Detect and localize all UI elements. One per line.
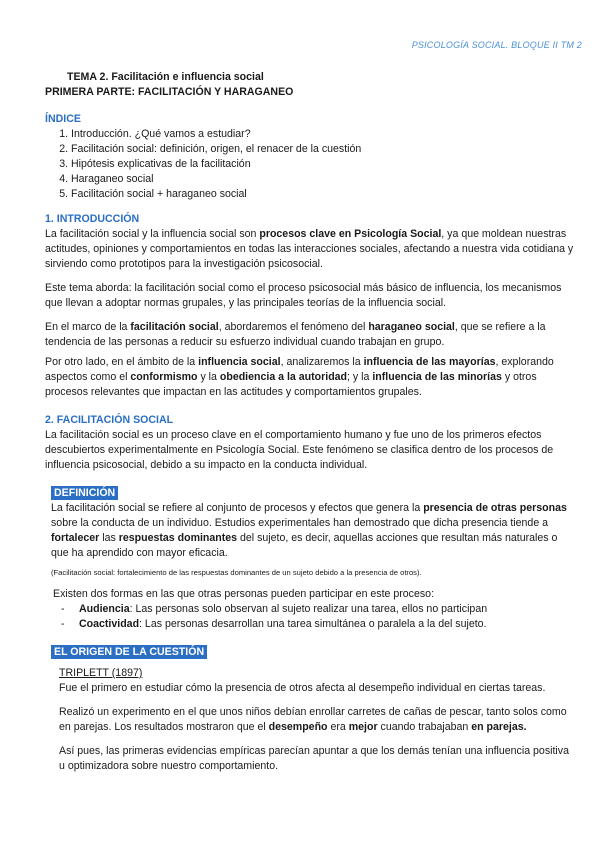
- document-page: [45, 70, 575, 774]
- list-item: - Audiencia: Las personas solo observan al sujeto realizar una tarea, ellos no participan: [61, 602, 575, 617]
- forms-list: [45, 602, 575, 632]
- index-item: 2. Facilitación social: definición, origen, el renacer de la cuestión: [71, 142, 575, 157]
- index-item: 4. Haraganeo social: [71, 172, 575, 187]
- index-list: [45, 127, 575, 202]
- origin-paragraph-2: Realizó un experimento en el que unos niños debían enrollar carretes de cañas de pescar, tanto solos como en parejas. Los resultados mostraron que el desempeño era mejor cuando trabajaban en parejas.: [59, 706, 567, 733]
- part-title: PRIMERA PARTE: FACILITACIÓN Y HARAGANEO: [45, 86, 294, 98]
- page-header-tag: PSICOLOGÍA SOCIAL. BLOQUE II TM 2: [411, 40, 582, 50]
- origin-block: [51, 645, 575, 660]
- index-item: 3. Hipótesis explicativas de la facilitación: [71, 157, 575, 172]
- list-item: - Coactividad: Las personas desarrollan una tarea simultánea o paralela a la del sujeto.: [61, 617, 575, 632]
- origin-paragraph-3: Así pues, las primeras evidencias empíricas parecían apuntar a que los demás tenían una influencia positiva u optimizadora sobre nuestro comportamiento.: [59, 745, 569, 772]
- forms-intro: Existen dos formas en las que otras personas pueden participar en este proceso:: [53, 588, 435, 600]
- origin-paragraph-1: Fue el primero en estudiar cómo la presencia de otros afecta al desempeño individual en ciertas tareas.: [59, 682, 546, 694]
- index-heading: ÍNDICE: [45, 113, 81, 125]
- intro-paragraph-4: Por otro lado, en el ámbito de la influencia social, analizaremos la influencia de las mayorías, explorando aspectos como el conformismo y la obediencia a la autoridad; y la influencia de las minorías y otros procesos relevantes que impactan en las actitudes y comportamientos grupales.: [45, 356, 554, 398]
- origin-label: EL ORIGEN DE LA CUESTIÓN: [51, 645, 207, 659]
- intro-paragraph-3: En el marco de la facilitación social, abordaremos el fenómeno del haraganeo social, que se refiere a la tendencia de las personas a reducir su esfuerzo individual cuando trabajan en grupo.: [45, 321, 546, 348]
- intro-paragraph-1: La facilitación social y la influencia social son procesos clave en Psicología Social, ya que moldean nuestras actitudes, opiniones y comportamientos en todas las interacciones sociales, afectando a nuestra vida cotidiana y sirviendo como prototipos para la investigación psicosocial.: [45, 228, 574, 270]
- index-item: 1. Introducción. ¿Qué vamos a estudiar?: [71, 127, 575, 142]
- definition-block: [51, 486, 575, 561]
- topic-title: TEMA 2. Facilitación e influencia social: [67, 71, 264, 83]
- intro-paragraph-2: Este tema aborda: la facilitación social como el proceso psicosocial más básico de influencia, los mecanismos que llevan a adoptar normas grupales, y las principales teorías de la influencia social.: [45, 282, 562, 309]
- definition-note: (Facilitación social: fortalecimiento de las respuestas dominantes de un sujeto debido a la presencia de otros).: [51, 568, 422, 577]
- intro-heading: 1. INTRODUCCIÓN: [45, 213, 140, 225]
- index-item: 5. Facilitación social + haraganeo social: [71, 187, 575, 202]
- definition-label: DEFINICIÓN: [51, 486, 118, 500]
- triplett-heading: TRIPLETT (1897): [59, 667, 143, 679]
- facilitation-paragraph: La facilitación social es un proceso clave en el comportamiento humano y fue uno de los primeros efectos descubiertos experimentalmente en Psicología Social. Este fenómeno se clasifica dentro de los procesos de influencia psicosocial, debido a su impacto en la conducta individual.: [45, 429, 554, 471]
- definition-text: La facilitación social se refiere al conjunto de procesos y efectos que genera la presencia de otras personas sobre la conducta de un individuo. Estudios experimentales han demostrado que dicha presencia tiende a fortalecer las respuestas dominantes del sujeto, es decir, aquellas acciones que resultan más naturales o que ha aprendido con mayor eficacia.: [51, 502, 567, 559]
- facilitation-heading: 2. FACILITACIÓN SOCIAL: [45, 414, 174, 426]
